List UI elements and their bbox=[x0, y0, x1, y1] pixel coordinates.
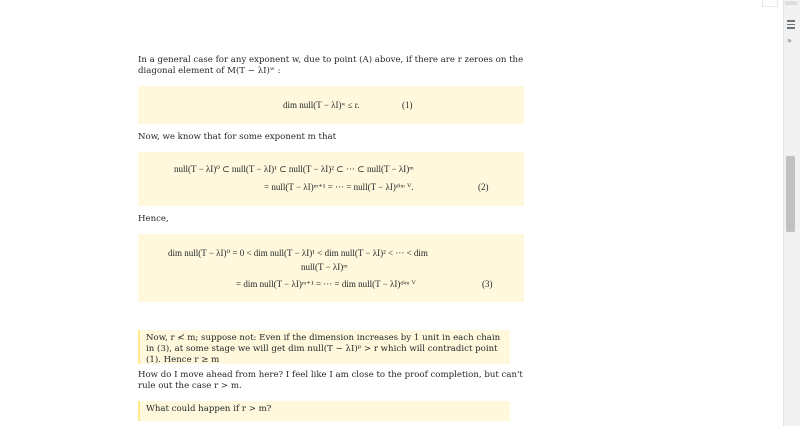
equation-3-line-2: null(T − λI)ᵐ bbox=[301, 262, 348, 272]
vertical-scrollbar[interactable] bbox=[783, 0, 800, 426]
top-edge-decoration bbox=[762, 0, 778, 7]
blockquote-contradiction: Now, r ≮ m; suppose not: Even if the dimension increases by 1 unit in each chain in (3), at some stage we will get dim null(T − λI)ᵖ > r which will contradict point (1). Hence r ≥ m bbox=[138, 330, 510, 364]
scrollbar-top-cap bbox=[785, 1, 797, 5]
hamburger-icon[interactable] bbox=[787, 20, 795, 31]
equation-2-line-2: = null(T − λI)ᵐ⁺¹ = ··· = null(T − λI)ᵈⁱᵐ ⱽ. bbox=[264, 182, 414, 192]
equation-3-line-3: = dim null(T − λI)ᵐ⁺¹ = ··· = dim null(T − λI)ᵈⁱᵐ ⱽ bbox=[236, 279, 416, 289]
paragraph-exponent-m: Now, we know that for some exponent m that bbox=[138, 132, 337, 142]
equation-1-number: (1) bbox=[402, 100, 413, 110]
equation-3-line-1: dim null(T − λI)⁰ = 0 < dim null(T − λI)¹ < dim null(T − λI)² < ··· < dim bbox=[168, 248, 428, 258]
paragraph-question: How do I move ahead from here? I feel like I am close to the proof completion, but can't rule out the case r > m. bbox=[138, 370, 523, 391]
paragraph-general-case: In a general case for any exponent w, due to point (A) above, if there are r zeroes on the diagonal element of M(T − λI)ʷ : bbox=[138, 55, 524, 76]
equation-1-block bbox=[138, 86, 524, 124]
equation-1: dim null(T − λI)ʷ ≤ r. bbox=[283, 100, 360, 110]
equation-3-block bbox=[138, 234, 524, 302]
equation-2-block bbox=[138, 152, 524, 206]
scrollbar-thumb[interactable] bbox=[786, 156, 795, 232]
blockquote-question: What could happen if r > m? bbox=[138, 401, 510, 421]
equation-2-number: (2) bbox=[478, 182, 489, 192]
double-chevron-icon[interactable]: » bbox=[787, 36, 792, 45]
equation-2-line-1: null(T − λI)⁰ ⊂ null(T − λI)¹ ⊂ null(T − λI)² ⊂ ··· ⊂ null(T − λI)ᵐ bbox=[174, 164, 414, 174]
equation-3-number: (3) bbox=[482, 279, 493, 289]
paragraph-hence: Hence, bbox=[138, 214, 169, 224]
